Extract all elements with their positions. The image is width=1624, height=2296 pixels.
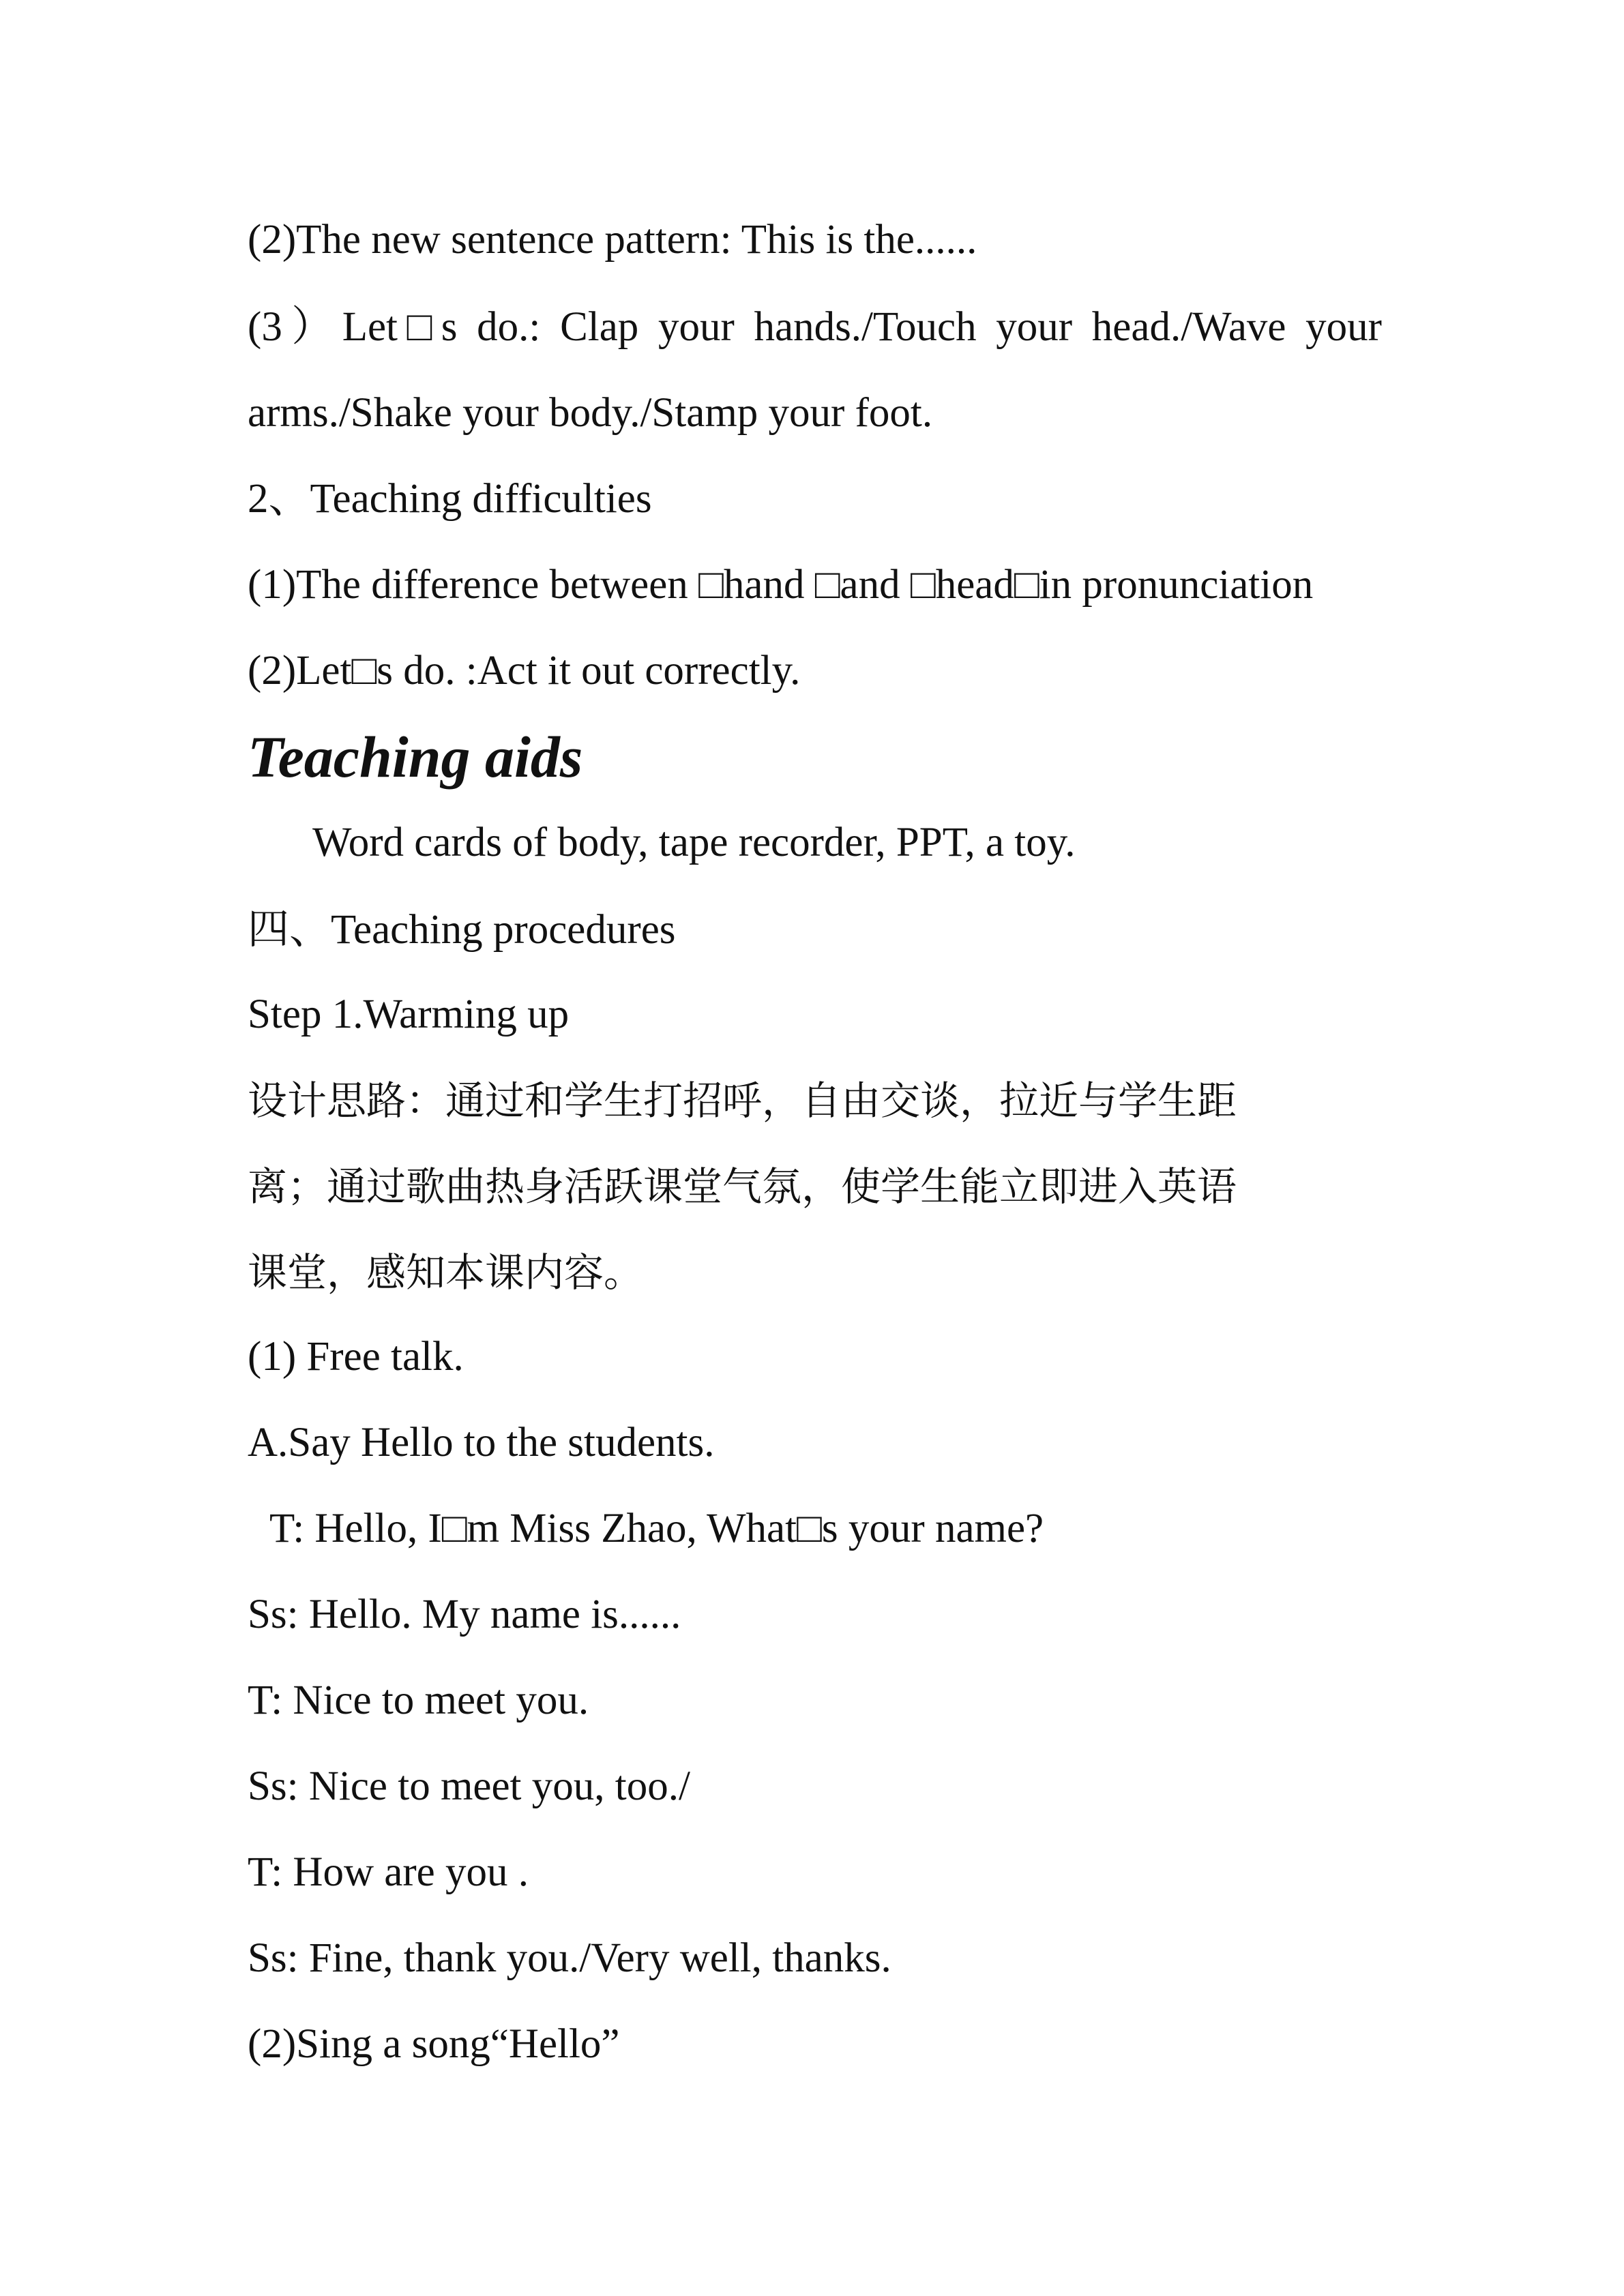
sentence-pattern-line: (2)The new sentence pattern: This is the...... (248, 217, 977, 263)
difficulty-1-line: (1)The difference between □hand □and □head□in pronunciation (248, 562, 1314, 608)
teaching-aids-text: Word cards of body, tape recorder, PPT, a toy. (312, 820, 1076, 865)
lets-do-line-2: arms./Shake your body./Stamp your foot. (248, 390, 933, 436)
dialogue-line-2: Ss: Hello. My name is...... (248, 1592, 681, 1637)
design-idea-line-2: 离；通过歌曲热身活跃课堂气氛，使学生能立即进入英语 (248, 1163, 1237, 1210)
dialogue-line-4: Ss: Nice to meet you, too./ (248, 1763, 690, 1809)
dialogue-line-1: T: Hello, I□m Miss Zhao, What□s your name? (269, 1506, 1044, 1551)
design-idea-line-1: 设计思路：通过和学生打招呼，自由交谈，拉近与学生距 (248, 1077, 1237, 1124)
sing-song-line: (2)Sing a song“Hello” (248, 2021, 620, 2067)
lets-do-line-1: (3）Let□s do.: Clap your hands./Touch your head./Wave your (248, 304, 1382, 350)
difficulty-2-line: (2)Let□s do. :Act it out correctly. (248, 648, 801, 694)
say-hello-line: A.Say Hello to the students. (248, 1420, 715, 1465)
dialogue-line-6: Ss: Fine, thank you./Very well, thanks. (248, 1935, 891, 1981)
free-talk-line: (1) Free talk. (248, 1334, 464, 1380)
dialogue-line-5: T: How are you . (248, 1849, 529, 1895)
dialogue-line-3: T: Nice to meet you. (248, 1678, 589, 1723)
teaching-aids-heading: Teaching aids (248, 724, 583, 790)
teaching-difficulties-heading: 2、Teaching difficulties (248, 476, 652, 522)
design-idea-line-3: 课堂，感知本课内容。 (248, 1249, 644, 1296)
step-1-heading: Step 1.Warming up (248, 992, 570, 1037)
teaching-procedures-heading: 四、Teaching procedures (248, 907, 676, 953)
